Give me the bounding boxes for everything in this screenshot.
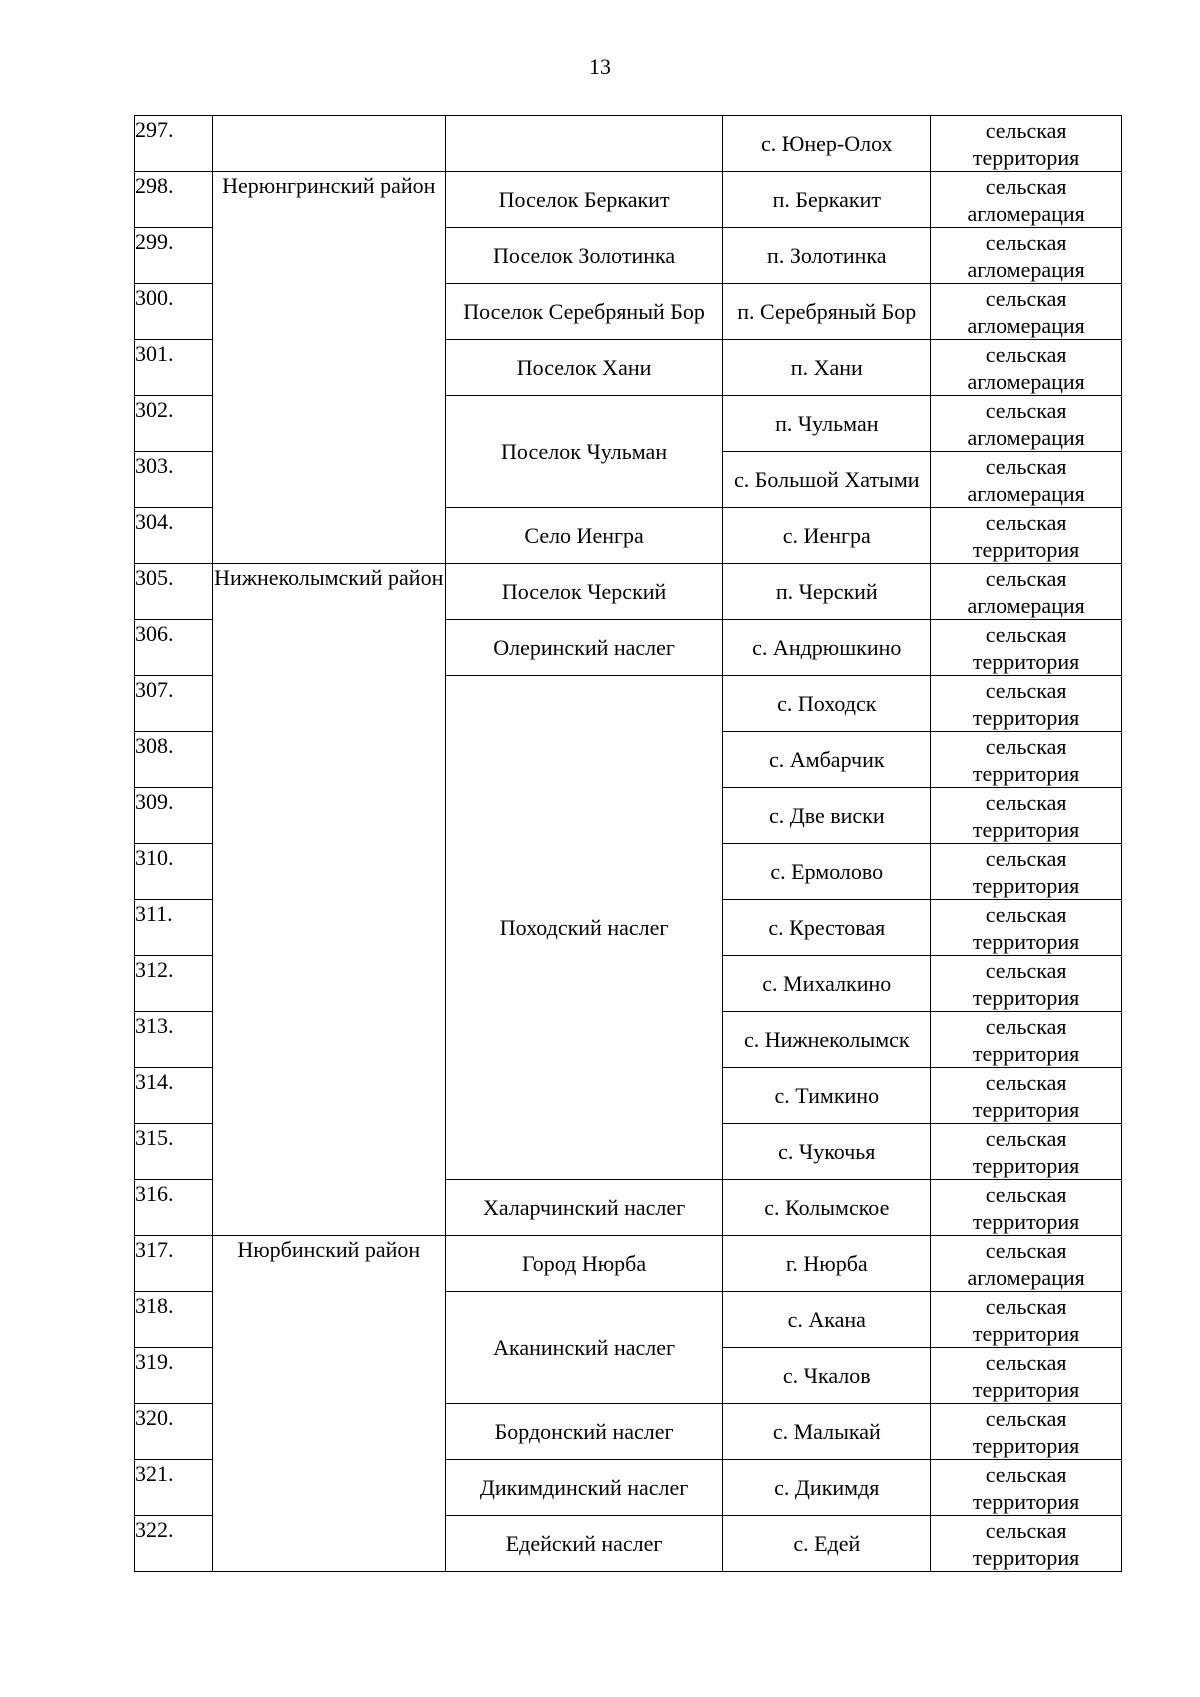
row-number: 316. (135, 1180, 213, 1236)
settlement-cell: Поселок Беркакит (445, 172, 723, 228)
territory-type-cell: сельская территория (931, 1516, 1122, 1572)
locality-cell: г. Нюрба (723, 1236, 931, 1292)
row-number: 311. (135, 900, 213, 956)
row-number: 319. (135, 1348, 213, 1404)
locality-cell: с. Малыкай (723, 1404, 931, 1460)
row-number: 302. (135, 396, 213, 452)
row-number: 309. (135, 788, 213, 844)
row-number: 313. (135, 1012, 213, 1068)
row-number: 315. (135, 1124, 213, 1180)
locality-cell: с. Тимкино (723, 1068, 931, 1124)
locality-cell: п. Хани (723, 340, 931, 396)
district-cell (212, 116, 445, 172)
territory-type-cell: сельская территория (931, 508, 1122, 564)
row-number: 305. (135, 564, 213, 620)
row-number: 300. (135, 284, 213, 340)
territory-type-cell: сельская территория (931, 788, 1122, 844)
settlement-cell: Поселок Золотинка (445, 228, 723, 284)
territory-type-cell: сельская территория (931, 116, 1122, 172)
territory-type-cell: сельская территория (931, 1068, 1122, 1124)
locality-cell: п. Золотинка (723, 228, 931, 284)
settlement-cell: Халарчинский наслег (445, 1180, 723, 1236)
settlement-cell: Поселок Хани (445, 340, 723, 396)
territory-type-cell: сельская агломерация (931, 284, 1122, 340)
district-cell: Нюрбинский район (212, 1236, 445, 1572)
settlement-cell: Бордонский наслег (445, 1404, 723, 1460)
locality-cell: п. Серебряный Бор (723, 284, 931, 340)
locality-cell: с. Ермолово (723, 844, 931, 900)
settlement-cell: Едейский наслег (445, 1516, 723, 1572)
locality-cell: с. Походск (723, 676, 931, 732)
locality-cell: с. Нижнеколымск (723, 1012, 931, 1068)
territory-type-cell: сельская агломерация (931, 396, 1122, 452)
settlement-cell: Аканинский наслег (445, 1292, 723, 1404)
locality-cell: с. Чкалов (723, 1348, 931, 1404)
locality-cell: с. Едей (723, 1516, 931, 1572)
row-number: 297. (135, 116, 213, 172)
locality-cell: с. Михалкино (723, 956, 931, 1012)
table-row (135, 172, 1122, 228)
row-number: 312. (135, 956, 213, 1012)
locality-cell: с. Дикимдя (723, 1460, 931, 1516)
table-row (135, 564, 1122, 620)
locality-cell: с. Юнер-Олох (723, 116, 931, 172)
row-number: 299. (135, 228, 213, 284)
settlement-cell: Село Иенгра (445, 508, 723, 564)
settlement-cell: Дикимдинский наслег (445, 1460, 723, 1516)
page-number: 13 (589, 54, 611, 79)
territory-type-cell: сельская территория (931, 1460, 1122, 1516)
settlement-cell: Поселок Серебряный Бор (445, 284, 723, 340)
row-number: 304. (135, 508, 213, 564)
district-cell: Нижнеколымский район (212, 564, 445, 1236)
row-number: 317. (135, 1236, 213, 1292)
row-number: 306. (135, 620, 213, 676)
territory-type-cell: сельская территория (931, 732, 1122, 788)
table-row (135, 116, 1122, 172)
territory-type-cell: сельская территория (931, 1180, 1122, 1236)
row-number: 301. (135, 340, 213, 396)
territory-type-cell: сельская агломерация (931, 172, 1122, 228)
row-number: 321. (135, 1460, 213, 1516)
locality-cell: с. Большой Хатыми (723, 452, 931, 508)
locality-cell: с. Амбарчик (723, 732, 931, 788)
locality-cell: с. Андрюшкино (723, 620, 931, 676)
territory-type-cell: сельская территория (931, 620, 1122, 676)
settlement-cell: Поселок Чульман (445, 396, 723, 508)
row-number: 318. (135, 1292, 213, 1348)
row-number: 298. (135, 172, 213, 228)
locality-cell: с. Акана (723, 1292, 931, 1348)
locality-cell: с. Две виски (723, 788, 931, 844)
row-number: 307. (135, 676, 213, 732)
row-number: 303. (135, 452, 213, 508)
territory-type-cell: сельская территория (931, 1012, 1122, 1068)
territory-type-cell: сельская территория (931, 956, 1122, 1012)
settlement-cell (445, 116, 723, 172)
territory-type-cell: сельская территория (931, 844, 1122, 900)
territory-type-cell: сельская агломерация (931, 1236, 1122, 1292)
district-cell: Нерюнгринский район (212, 172, 445, 564)
territory-type-cell: сельская территория (931, 1292, 1122, 1348)
locality-cell: п. Беркакит (723, 172, 931, 228)
settlements-table (134, 115, 1122, 1572)
locality-cell: с. Крестовая (723, 900, 931, 956)
locality-cell: с. Иенгра (723, 508, 931, 564)
row-number: 310. (135, 844, 213, 900)
locality-cell: с. Чукочья (723, 1124, 931, 1180)
row-number: 308. (135, 732, 213, 788)
settlement-cell: Город Нюрба (445, 1236, 723, 1292)
territory-type-cell: сельская территория (931, 676, 1122, 732)
territory-type-cell: сельская агломерация (931, 228, 1122, 284)
settlement-cell: Походский наслег (445, 676, 723, 1180)
row-number: 322. (135, 1516, 213, 1572)
locality-cell: с. Колымское (723, 1180, 931, 1236)
table-row (135, 1236, 1122, 1292)
settlement-cell: Поселок Черский (445, 564, 723, 620)
territory-type-cell: сельская территория (931, 1348, 1122, 1404)
row-number: 314. (135, 1068, 213, 1124)
settlement-cell: Олеринский наслег (445, 620, 723, 676)
territory-type-cell: сельская территория (931, 1404, 1122, 1460)
territory-type-cell: сельская агломерация (931, 340, 1122, 396)
locality-cell: п. Чульман (723, 396, 931, 452)
territory-type-cell: сельская агломерация (931, 564, 1122, 620)
territory-type-cell: сельская территория (931, 1124, 1122, 1180)
row-number: 320. (135, 1404, 213, 1460)
territory-type-cell: сельская территория (931, 900, 1122, 956)
territory-type-cell: сельская агломерация (931, 452, 1122, 508)
locality-cell: п. Черский (723, 564, 931, 620)
